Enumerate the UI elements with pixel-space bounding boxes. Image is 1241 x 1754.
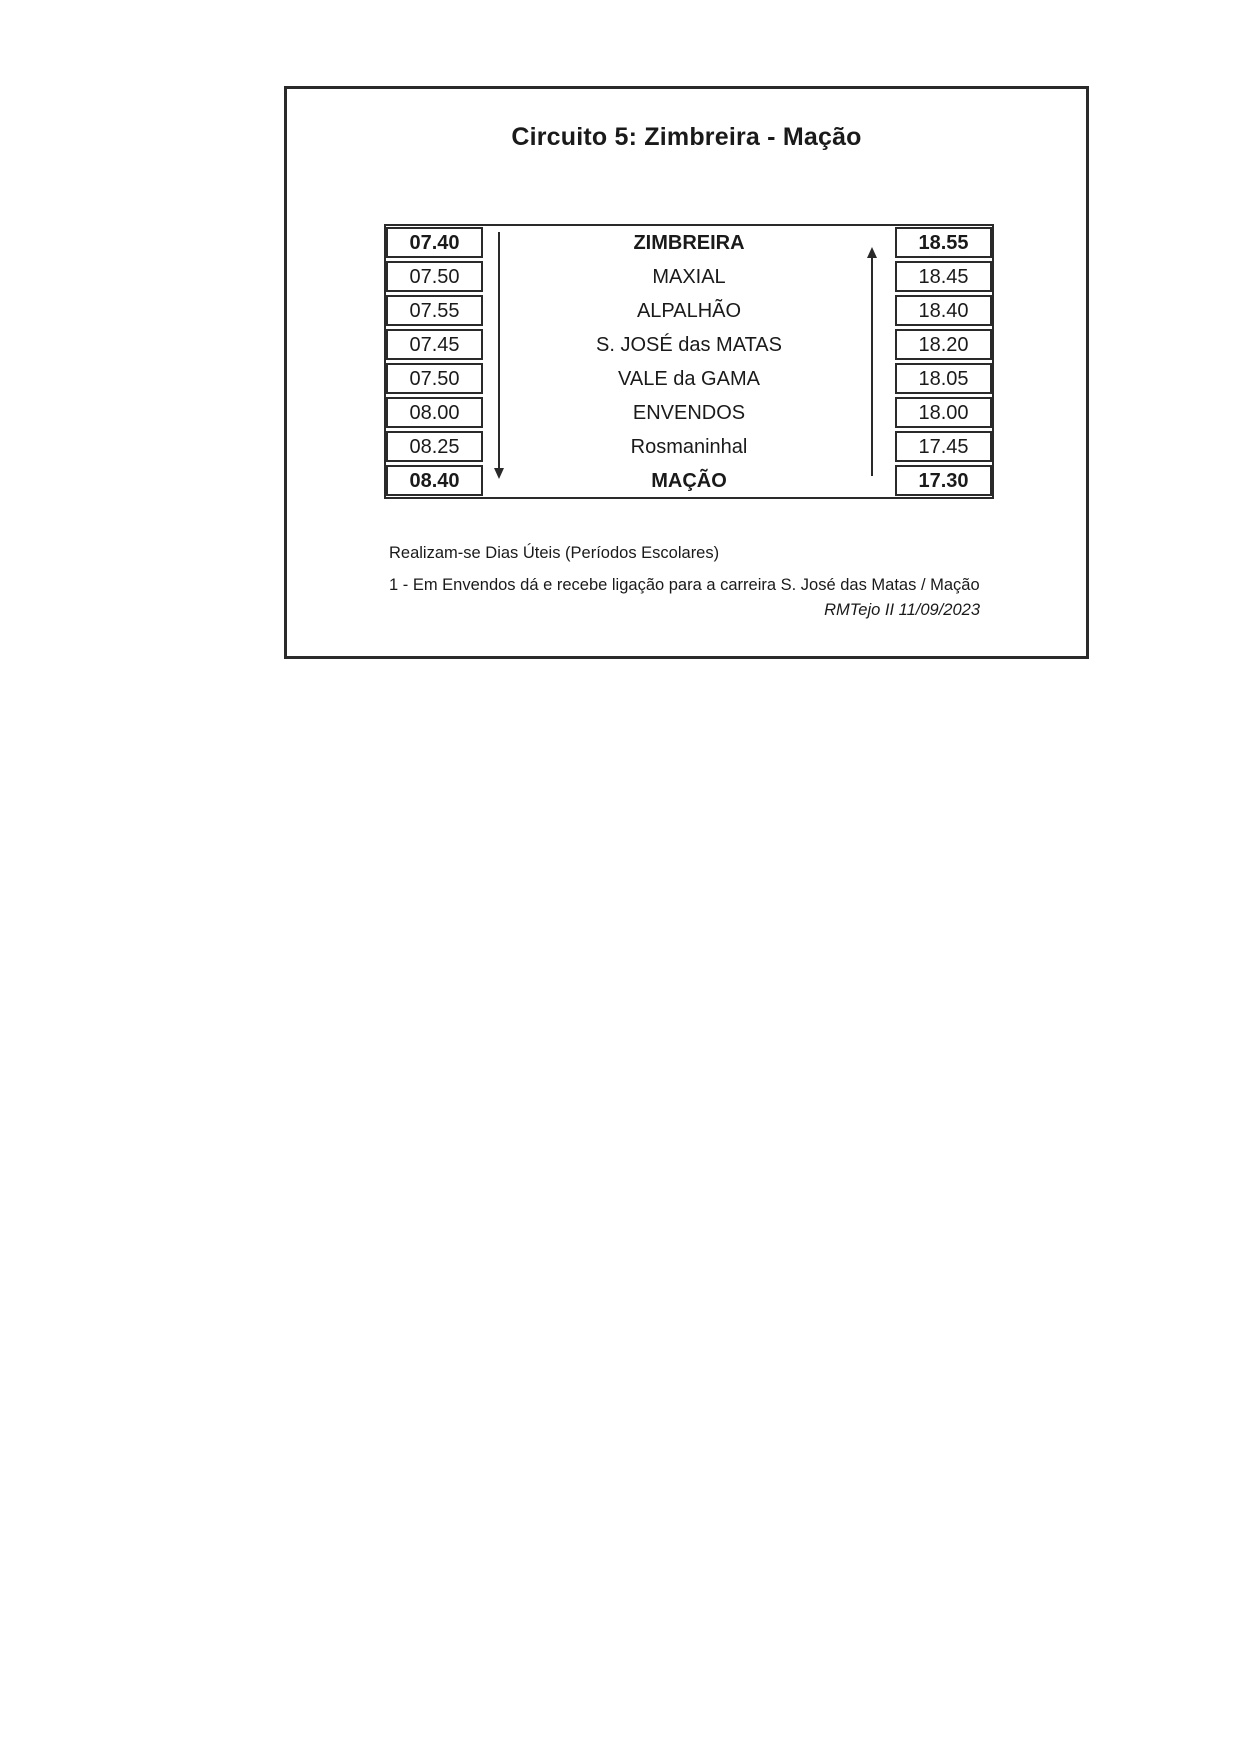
departure-time: 08.25 [386, 431, 483, 462]
arrow-up-icon [867, 247, 877, 476]
page-title: Circuito 5: Zimbreira - Mação [511, 123, 862, 151]
stop-name: ZIMBREIRA [633, 232, 745, 254]
return-time: 18.20 [895, 329, 992, 360]
direction-arrows [386, 226, 992, 497]
stop-name: ALPALHÃO [636, 300, 742, 322]
departure-time: 07.50 [386, 261, 483, 292]
timetable-frame [284, 86, 1089, 659]
stop-name: MAÇÃO [651, 470, 727, 492]
stop-name: Rosmaninhal [630, 436, 748, 458]
return-time: 17.30 [895, 465, 992, 496]
departure-time: 08.00 [386, 397, 483, 428]
return-time: 18.55 [895, 227, 992, 258]
arrow-down-icon [494, 232, 504, 479]
return-time: 18.00 [895, 397, 992, 428]
stop-name: VALE da GAMA [618, 368, 760, 390]
return-time: 18.45 [895, 261, 992, 292]
stop-name: S. JOSÉ das MATAS [596, 334, 782, 356]
return-time: 18.05 [895, 363, 992, 394]
schedule-table [384, 224, 994, 499]
return-time: 18.40 [895, 295, 992, 326]
credit-stamp: RMTejo II 11/09/2023 [824, 601, 980, 619]
departure-time: 07.40 [386, 227, 483, 258]
departure-time: 07.55 [386, 295, 483, 326]
stop-name: ENVENDOS [632, 402, 746, 424]
note-days: Realizam-se Dias Úteis (Períodos Escolares) [389, 544, 720, 562]
departure-time: 07.45 [386, 329, 483, 360]
departure-time: 08.40 [386, 465, 483, 496]
return-time: 17.45 [895, 431, 992, 462]
note-connection: 1 - Em Envendos dá e recebe ligação para a carreira S. José das Matas / Mação [389, 576, 980, 594]
stop-name: MAXIAL [652, 266, 726, 288]
departure-time: 07.50 [386, 363, 483, 394]
notes [389, 537, 980, 601]
